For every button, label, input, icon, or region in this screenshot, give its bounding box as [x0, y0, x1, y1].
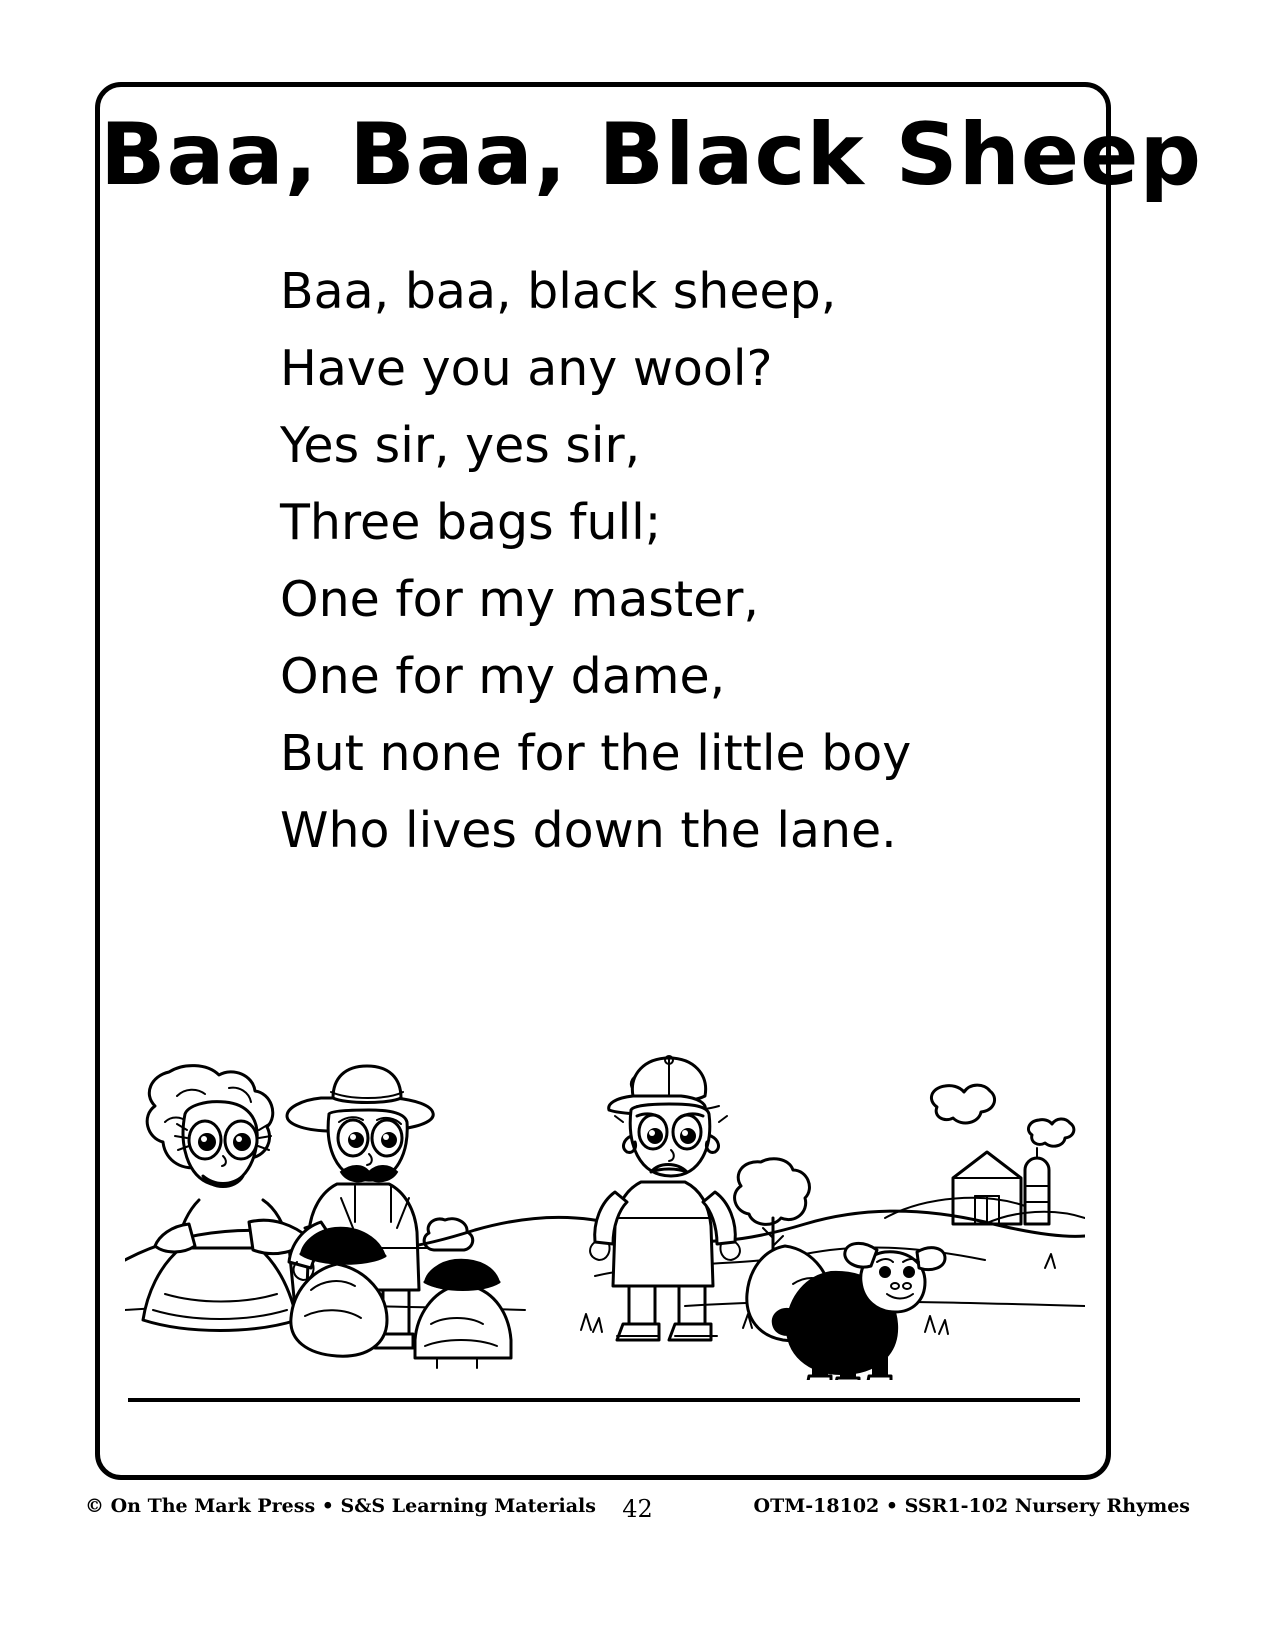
bottom-rule — [128, 1398, 1080, 1402]
poem-line: But none for the little boy — [280, 725, 912, 782]
page-footer — [85, 1495, 1190, 1525]
poem-line: One for my master, — [280, 571, 759, 628]
page-title: Baa, Baa, Black Sheep — [100, 105, 1203, 205]
poem-block — [280, 253, 1040, 869]
footer-product-code: OTM-18102 • SSR1-102 Nursery Rhymes — [753, 1495, 1190, 1517]
poem-line: Who lives down the lane. — [280, 802, 897, 859]
poem-line: One for my dame, — [280, 648, 726, 705]
footer-copyright: © On The Mark Press • S&S Learning Materials — [85, 1495, 596, 1517]
poem-line: Have you any wool? — [280, 340, 773, 397]
illustration-farm-scene — [125, 1010, 1085, 1380]
poem-line: Yes sir, yes sir, — [280, 417, 641, 474]
poem-line: Three bags full; — [280, 494, 662, 551]
poem-line: Baa, baa, black sheep, — [280, 263, 837, 320]
footer-page-number: 42 — [622, 1495, 653, 1523]
